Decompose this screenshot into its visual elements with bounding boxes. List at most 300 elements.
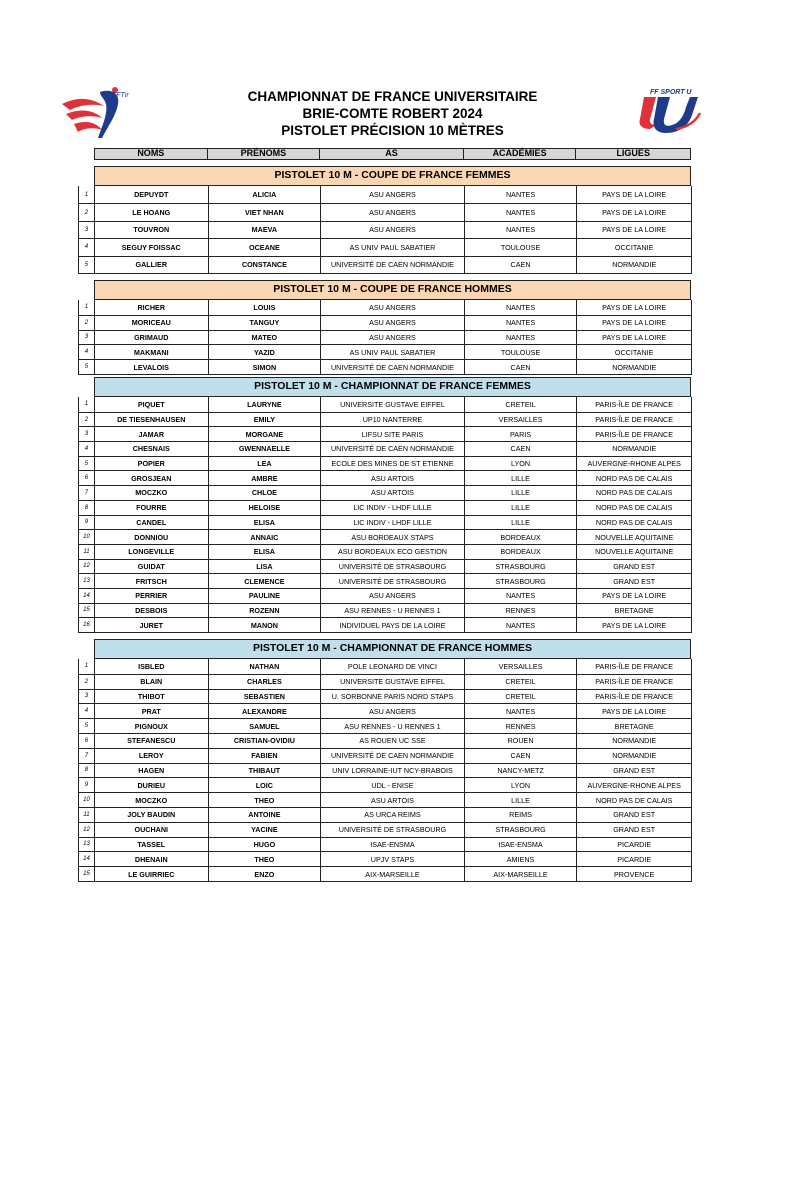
cell-academie: NANTES (465, 186, 578, 203)
cell-ligue: PARIS-ÎLE DE FRANCE (595, 661, 674, 671)
cell-ligue: PARIS-ÎLE DE FRANCE (595, 691, 674, 701)
document-title (150, 88, 635, 139)
table-row (79, 659, 691, 674)
cell-as: LIC INDIV - LHDF LILLE (321, 501, 465, 515)
cell-prenom: VIET NHAN (209, 204, 322, 220)
row-number: 2 (79, 675, 95, 689)
cell-nom: DURIEU (95, 778, 209, 792)
cell-nom: ISBLED (95, 659, 209, 674)
cell-prenom: SAMUEL (209, 719, 322, 733)
table-row (79, 544, 691, 559)
cell-ligue: BRETAGNE (614, 605, 654, 615)
row-number: 12 (79, 560, 95, 574)
cell-academie: CRETEIL (465, 397, 578, 412)
cell-ligue: PAYS DE LA LOIRE (602, 225, 667, 235)
cell-ligue: GRAND EST (613, 561, 656, 571)
cell-prenom: CHLOE (209, 486, 322, 500)
cell-prenom: MATEO (209, 331, 322, 345)
cell-prenom: SEBASTIEN (209, 690, 322, 704)
cell-ligue: PARIS-ÎLE DE FRANCE (595, 415, 674, 425)
row-number: 5 (79, 257, 95, 273)
cell-prenom: GWENNAELLE (209, 442, 322, 456)
cell-ligue: NORD PAS DE CALAIS (595, 503, 673, 513)
cell-academie: NANTES (465, 589, 578, 603)
cell-nom: HAGEN (95, 764, 209, 778)
cell-as: ASU ARTOIS (321, 486, 465, 500)
cell-as: UNIVERSITÉ DE STRASBOURG (321, 574, 465, 588)
row-number: 16 (79, 618, 95, 632)
cell-prenom: SIMON (209, 360, 322, 374)
cell-ligue: NOUVELLE AQUITAINE (595, 532, 674, 542)
cell-academie: CAEN (465, 749, 578, 763)
cell-as: ASU ARTOIS (321, 471, 465, 485)
cell-ligue: BRETAGNE (614, 721, 654, 731)
cell-prenom: EMILY (209, 413, 322, 427)
cell-nom: FOURRE (95, 501, 209, 515)
cell-as: AS UNIV PAUL SABATIER (321, 239, 465, 255)
row-number: 12 (79, 823, 95, 837)
cell-academie: STRASBOURG (465, 560, 578, 574)
cell-nom: GROSJEAN (95, 471, 209, 485)
cell-as: LIC INDIV - LHDF LILLE (321, 516, 465, 530)
cell-as: ASU ANGERS (321, 331, 465, 345)
cell-nom: DEPUYDT (95, 186, 209, 203)
cell-academie: NANTES (465, 222, 578, 238)
cell-nom: CANDEL (95, 516, 209, 530)
cell-prenom: LAURYNE (209, 397, 322, 412)
cell-academie: STRASBOURG (465, 574, 578, 588)
cell-academie: CAEN (465, 442, 578, 456)
cell-as: AS UNIV PAUL SABATIER (321, 345, 465, 359)
cell-nom: THIBOT (95, 690, 209, 704)
ffsportu-logo (636, 85, 704, 135)
cell-as: ASU ARTOIS (321, 793, 465, 807)
cell-prenom: ENZO (209, 867, 322, 881)
title-line-2: BRIE-COMTE ROBERT 2024 (302, 106, 483, 121)
cell-ligue: PARIS-ÎLE DE FRANCE (595, 677, 674, 687)
table-row (79, 300, 691, 315)
fftir-logo-text: FFTir (112, 92, 129, 99)
cell-nom: OUCHANI (95, 823, 209, 837)
table-row (79, 485, 691, 500)
cell-academie: STRASBOURG (465, 823, 578, 837)
cell-ligue: AUVERGNE-RHONE ALPES (587, 459, 681, 469)
cell-ligue: PARIS-ÎLE DE FRANCE (595, 399, 674, 409)
row-number: 3 (79, 690, 95, 704)
cell-nom: RICHER (95, 300, 209, 315)
row-number: 5 (79, 457, 95, 471)
cell-as: ASU ANGERS (321, 589, 465, 603)
cell-academie: BORDEAUX (465, 545, 578, 559)
cell-prenom: ALEXANDRE (209, 704, 322, 718)
table-row (79, 412, 691, 427)
cell-as: ASU ANGERS (321, 316, 465, 330)
cell-prenom: CONSTANCE (209, 257, 322, 273)
cell-ligue: OCCITANIE (614, 347, 654, 357)
table-row (79, 426, 691, 441)
row-number: 7 (79, 749, 95, 763)
column-header-prenoms: PRÉNOMS (208, 149, 321, 159)
cell-academie: LILLE (465, 471, 578, 485)
table-row (79, 203, 691, 220)
cell-prenom: ALICIA (209, 186, 322, 203)
cell-as: UNIVERSITÉ DE CAEN NORMANDIE (321, 257, 465, 273)
cell-ligue: PICARDIE (617, 839, 652, 849)
section-title: PISTOLET 10 M - CHAMPIONNAT DE FRANCE HOMMES (94, 639, 691, 659)
cell-nom: TOUVRON (95, 222, 209, 238)
table-row (79, 359, 691, 374)
cell-ligue: PAYS DE LA LOIRE (602, 620, 667, 630)
cell-as: AS URCA REIMS (321, 808, 465, 822)
cell-ligue: PICARDIE (617, 854, 652, 864)
cell-as: UNIV LORRAINE-IUT NCY-BRABOIS (321, 764, 465, 778)
table-row (79, 617, 691, 632)
cell-academie: LYON (465, 457, 578, 471)
row-number: 2 (79, 413, 95, 427)
table-row (79, 315, 691, 330)
cell-as: ASU ANGERS (321, 300, 465, 315)
cell-academie: NANTES (465, 618, 578, 632)
cell-nom: GUIDAT (95, 560, 209, 574)
table-row (79, 748, 691, 763)
cell-as: ASU ANGERS (321, 704, 465, 718)
row-number: 4 (79, 704, 95, 718)
row-number: 9 (79, 778, 95, 792)
cell-academie: NANTES (465, 204, 578, 220)
section-2 (78, 280, 692, 375)
row-number: 2 (79, 204, 95, 220)
cell-as: UPJV STAPS (321, 852, 465, 866)
row-number: 7 (79, 486, 95, 500)
row-number: 5 (79, 360, 95, 374)
cell-nom: TASSEL (95, 838, 209, 852)
cell-academie: LILLE (465, 793, 578, 807)
cell-ligue: GRAND EST (613, 810, 656, 820)
cell-prenom: NATHAN (209, 659, 322, 674)
cell-ligue: PAYS DE LA LOIRE (602, 706, 667, 716)
cell-prenom: THIBAUT (209, 764, 322, 778)
cell-academie: TOULOUSE (465, 345, 578, 359)
cell-prenom: PAULINE (209, 589, 322, 603)
cell-nom: MAKMANI (95, 345, 209, 359)
cell-ligue: PROVENCE (614, 869, 655, 879)
cell-prenom: LEA (209, 457, 322, 471)
cell-ligue: AUVERGNE-RHONE ALPES (587, 780, 681, 790)
cell-prenom: ELISA (209, 545, 322, 559)
cell-prenom: HELOISE (209, 501, 322, 515)
ffsportu-logo-text: FF SPORT U (650, 89, 692, 96)
cell-as: ASU ANGERS (321, 204, 465, 220)
table-row (79, 866, 691, 881)
table-row (79, 500, 691, 515)
cell-prenom: LISA (209, 560, 322, 574)
cell-as: POLE LEONARD DE VINCI (321, 659, 465, 674)
section-title: PISTOLET 10 M - CHAMPIONNAT DE FRANCE FEMMES (94, 377, 691, 397)
cell-academie: NANTES (465, 316, 578, 330)
cell-nom: STEFANESCU (95, 734, 209, 748)
row-number: 1 (79, 397, 95, 412)
table-row (79, 256, 691, 273)
table-row (79, 529, 691, 544)
cell-prenom: HUGO (209, 838, 322, 852)
row-number: 8 (79, 501, 95, 515)
cell-nom: PRAT (95, 704, 209, 718)
cell-as: UNIVERSITÉ DE CAEN NORMANDIE (321, 749, 465, 763)
table-row (79, 456, 691, 471)
cell-nom: JOLY BAUDIN (95, 808, 209, 822)
row-number: 15 (79, 867, 95, 881)
cell-as: AIX-MARSEILLE (321, 867, 465, 881)
table-row (79, 703, 691, 718)
table-row (79, 238, 691, 255)
table-row (79, 515, 691, 530)
cell-prenom: CHARLES (209, 675, 322, 689)
cell-ligue: NORD PAS DE CALAIS (595, 795, 673, 805)
row-number: 1 (79, 186, 95, 203)
cell-ligue: OCCITANIE (614, 242, 654, 252)
cell-nom: PERRIER (95, 589, 209, 603)
cell-nom: GALLIER (95, 257, 209, 273)
cell-nom: MOCZKO (95, 793, 209, 807)
cell-ligue: NORD PAS DE CALAIS (595, 473, 673, 483)
cell-as: ECOLE DES MINES DE ST ETIENNE (321, 457, 465, 471)
cell-nom: DONNIOU (95, 530, 209, 544)
row-number: 8 (79, 764, 95, 778)
column-header-row (94, 148, 691, 160)
cell-prenom: ELISA (209, 516, 322, 530)
cell-as: UNIVERSITÉ DE CAEN NORMANDIE (321, 442, 465, 456)
cell-as: ASU ANGERS (321, 186, 465, 203)
section-1 (78, 166, 692, 274)
table-row (79, 221, 691, 238)
section-title: PISTOLET 10 M - COUPE DE FRANCE HOMMES (94, 280, 691, 300)
table-row (79, 763, 691, 778)
row-number: 14 (79, 852, 95, 866)
row-number: 15 (79, 604, 95, 618)
row-number: 4 (79, 345, 95, 359)
cell-as: UNIVERSITE GUSTAVE EIFFEL (321, 397, 465, 412)
cell-ligue: NORD PAS DE CALAIS (595, 488, 673, 498)
cell-as: ASU RENNES - U RENNES 1 (321, 604, 465, 618)
cell-ligue: NORMANDIE (612, 260, 657, 270)
cell-as: U. SORBONNE PARIS NORD STAPS (321, 690, 465, 704)
cell-as: UNIVERSITÉ DE STRASBOURG (321, 560, 465, 574)
row-number: 11 (79, 808, 95, 822)
cell-academie: REIMS (465, 808, 578, 822)
cell-academie: RENNES (465, 719, 578, 733)
section-table (78, 397, 692, 633)
cell-prenom: MORGANE (209, 427, 322, 441)
cell-prenom: YACINE (209, 823, 322, 837)
table-row (79, 186, 691, 203)
cell-prenom: YAZID (209, 345, 322, 359)
cell-ligue: PARIS-ÎLE DE FRANCE (595, 429, 674, 439)
table-row (79, 777, 691, 792)
cell-nom: LEVALOIS (95, 360, 209, 374)
table-row (79, 837, 691, 852)
row-number: 6 (79, 471, 95, 485)
row-number: 11 (79, 545, 95, 559)
table-row (79, 689, 691, 704)
row-number: 13 (79, 574, 95, 588)
cell-prenom: ANNAIC (209, 530, 322, 544)
row-number: 3 (79, 222, 95, 238)
row-number: 3 (79, 427, 95, 441)
cell-nom: FRITSCH (95, 574, 209, 588)
row-number: 4 (79, 239, 95, 255)
cell-nom: JURET (95, 618, 209, 632)
row-number: 3 (79, 331, 95, 345)
cell-academie: BORDEAUX (465, 530, 578, 544)
cell-prenom: TANGUY (209, 316, 322, 330)
cell-academie: CAEN (465, 360, 578, 374)
cell-ligue: GRAND EST (613, 765, 656, 775)
cell-ligue: NORMANDIE (612, 736, 657, 746)
cell-ligue: NORMANDIE (612, 444, 657, 454)
cell-ligue: PAYS DE LA LOIRE (602, 190, 667, 200)
cell-prenom: CLEMENCE (209, 574, 322, 588)
cell-as: LIFSU SITE PARIS (321, 427, 465, 441)
section-table (78, 659, 692, 882)
title-line-1: CHAMPIONNAT DE FRANCE UNIVERSITAIRE (247, 89, 538, 104)
cell-prenom: LOIC (209, 778, 322, 792)
fftir-logo (60, 82, 130, 140)
cell-nom: LE HOANG (95, 204, 209, 220)
cell-nom: SEGUY FOISSAC (95, 239, 209, 255)
cell-ligue: PAYS DE LA LOIRE (602, 591, 667, 601)
row-number: 10 (79, 530, 95, 544)
cell-nom: DE TIESENHAUSEN (95, 413, 209, 427)
cell-nom: PIGNOUX (95, 719, 209, 733)
table-row (79, 441, 691, 456)
column-header-noms: NOMS (95, 149, 208, 159)
cell-academie: RENNES (465, 604, 578, 618)
cell-as: UNIVERSITÉ DE STRASBOURG (321, 823, 465, 837)
cell-nom: MORICEAU (95, 316, 209, 330)
cell-academie: PARIS (465, 427, 578, 441)
table-row (79, 807, 691, 822)
cell-nom: PIQUET (95, 397, 209, 412)
cell-academie: CAEN (465, 257, 578, 273)
cell-ligue: GRAND EST (613, 825, 656, 835)
cell-prenom: MAEVA (209, 222, 322, 238)
cell-academie: NANCY-METZ (465, 764, 578, 778)
cell-academie: TOULOUSE (465, 239, 578, 255)
cell-ligue: PAYS DE LA LOIRE (602, 208, 667, 218)
cell-ligue: NORMANDIE (612, 362, 657, 372)
cell-academie: AIX-MARSEILLE (465, 867, 578, 881)
table-row (79, 573, 691, 588)
cell-as: ASU ANGERS (321, 222, 465, 238)
cell-ligue: GRAND EST (613, 576, 656, 586)
row-number: 5 (79, 719, 95, 733)
table-row (79, 822, 691, 837)
cell-academie: LILLE (465, 516, 578, 530)
table-row (79, 559, 691, 574)
row-number: 10 (79, 793, 95, 807)
cell-academie: AMIENS (465, 852, 578, 866)
row-number: 2 (79, 316, 95, 330)
cell-academie: ISAE-ENSMA (465, 838, 578, 852)
cell-academie: NANTES (465, 331, 578, 345)
cell-as: UDL - ENISE (321, 778, 465, 792)
cell-prenom: MANON (209, 618, 322, 632)
cell-ligue: PAYS DE LA LOIRE (602, 318, 667, 328)
cell-prenom: ANTOINE (209, 808, 322, 822)
cell-prenom: THEO (209, 793, 322, 807)
table-row (79, 344, 691, 359)
row-number: 6 (79, 734, 95, 748)
cell-as: UNIVERSITÉ DE CAEN NORMANDIE (321, 360, 465, 374)
column-header-as: AS (320, 149, 464, 159)
cell-prenom: THEO (209, 852, 322, 866)
table-row (79, 851, 691, 866)
table-row (79, 718, 691, 733)
section-3 (78, 377, 692, 633)
cell-prenom: ROZENN (209, 604, 322, 618)
cell-academie: LYON (465, 778, 578, 792)
table-row (79, 792, 691, 807)
row-number: 9 (79, 516, 95, 530)
cell-ligue: NOUVELLE AQUITAINE (595, 547, 674, 557)
row-number: 1 (79, 300, 95, 315)
table-row (79, 588, 691, 603)
row-number: 1 (79, 659, 95, 674)
table-row (79, 330, 691, 345)
cell-nom: POPIER (95, 457, 209, 471)
section-title: PISTOLET 10 M - COUPE DE FRANCE FEMMES (94, 166, 691, 186)
cell-nom: GRIMAUD (95, 331, 209, 345)
column-header-ligues: LIGUES (616, 148, 650, 158)
cell-prenom: OCEANE (209, 239, 322, 255)
cell-academie: CRETEIL (465, 675, 578, 689)
cell-ligue: NORMANDIE (612, 751, 657, 761)
cell-as: ASU BORDEAUX ECO GESTION (321, 545, 465, 559)
cell-academie: CRETEIL (465, 690, 578, 704)
cell-prenom: AMBRE (209, 471, 322, 485)
section-4 (78, 639, 692, 882)
cell-ligue: PAYS DE LA LOIRE (602, 302, 667, 312)
cell-as: INDIVIDUEL PAYS DE LA LOIRE (321, 618, 465, 632)
cell-academie: ROUEN (465, 734, 578, 748)
cell-nom: CHESNAIS (95, 442, 209, 456)
cell-nom: DESBOIS (95, 604, 209, 618)
cell-academie: LILLE (465, 486, 578, 500)
cell-academie: LILLE (465, 501, 578, 515)
table-row (79, 470, 691, 485)
cell-academie: VERSAILLES (465, 413, 578, 427)
column-header-academies: ACADÉMIES (464, 149, 577, 159)
cell-ligue: PAYS DE LA LOIRE (602, 332, 667, 342)
cell-as: ISAE-ENSMA (321, 838, 465, 852)
cell-nom: DHENAIN (95, 852, 209, 866)
cell-nom: LONGEVILLE (95, 545, 209, 559)
cell-as: AS ROUEN UC SSE (321, 734, 465, 748)
cell-as: ASU RENNES - U RENNES 1 (321, 719, 465, 733)
cell-prenom: CRISTIAN-OVIDIU (209, 734, 322, 748)
cell-nom: MOCZKO (95, 486, 209, 500)
row-number: 4 (79, 442, 95, 456)
title-line-3: PISTOLET PRÉCISION 10 MÈTRES (281, 123, 504, 138)
cell-prenom: LOUIS (209, 300, 322, 315)
table-row (79, 603, 691, 618)
section-table (78, 186, 692, 274)
row-number: 13 (79, 838, 95, 852)
cell-as: UNIVERSITE GUSTAVE EIFFEL (321, 675, 465, 689)
cell-nom: LEROY (95, 749, 209, 763)
cell-ligue: NORD PAS DE CALAIS (595, 517, 673, 527)
cell-prenom: FABIEN (209, 749, 322, 763)
